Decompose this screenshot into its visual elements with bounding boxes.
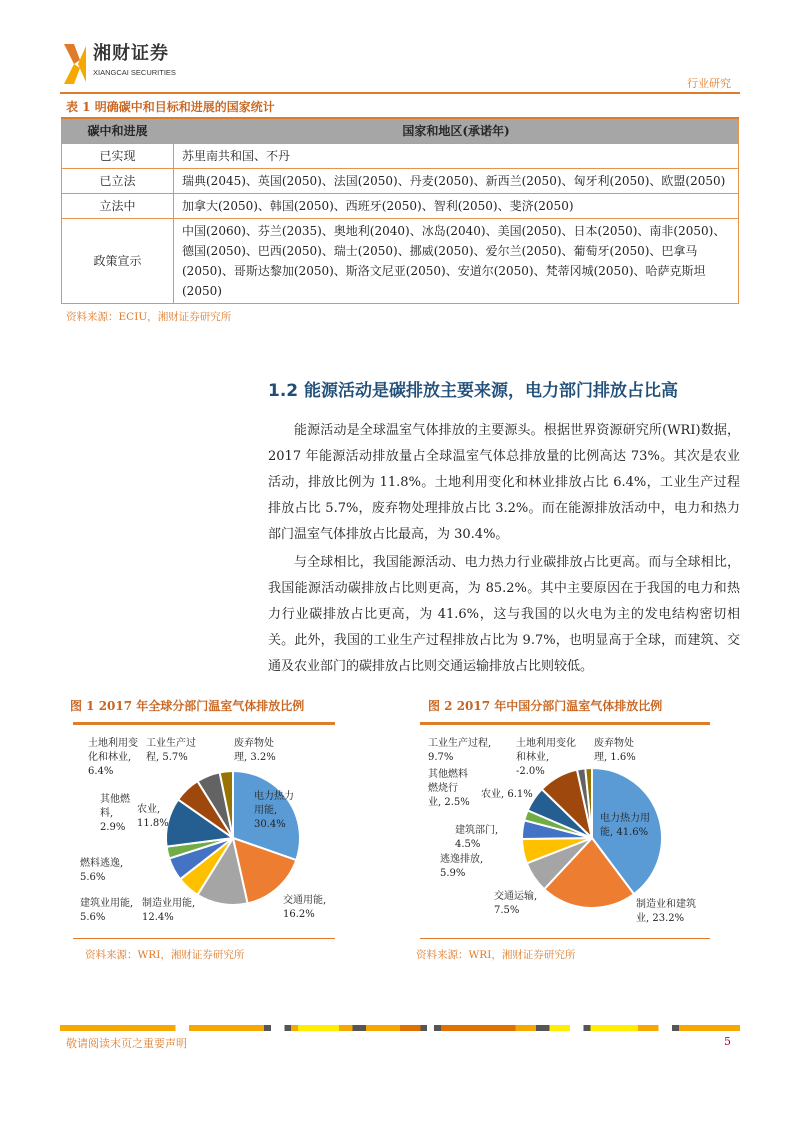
pie-label: 废弃物处理, 3.2%	[234, 738, 276, 763]
status-cell: 政策宣示	[62, 219, 174, 304]
countries-cell: 苏里南共和国、不丹	[174, 144, 739, 169]
report-category: 行业研究	[687, 77, 731, 90]
page-number: 5	[724, 1035, 731, 1048]
section-heading: 1.2 能源活动是碳排放主要来源，电力部门排放占比高	[268, 381, 679, 401]
status-cell: 已立法	[62, 169, 174, 194]
pie-label: 制造业和建筑业, 23.2%	[636, 899, 696, 924]
footer-disclaimer[interactable]: 敬请阅读末页之重要声明	[66, 1037, 187, 1050]
pie-label: 其他燃料燃烧行业, 2.5%	[428, 769, 470, 808]
column-header: 国家和地区(承诺年)	[174, 118, 739, 144]
paragraph: 与全球相比，我国能源活动、电力热力行业碳排放占比更高。而与全球相比，我国能源活动碳排放占比则更高，为 85.2%。其中主要原因在于我国的电力和热力行业碳排放占比更高，为 41.6%，这与我国的以火电为主的发电结构密切相关。此外，我国的工业生产过程排放占比为 9.7%，也明显高于全球，而建筑、交通及农业部门的碳排放占比则交通运输排放占比则较低。	[268, 555, 740, 674]
figure-1-source: 资料来源：WRI，湘财证券研究所	[85, 949, 245, 961]
pie-label: 土地利用变化和林业, -2.0%	[516, 738, 576, 777]
table-source: 资料来源：ECIU，湘财证券研究所	[66, 311, 232, 323]
countries-cell: 中国(2060)、芬兰(2035)、奥地利(2040)、冰岛(2040)、美国(2050)、日本(2050)、南非(2050)、德国(2050)、巴西(2050)、瑞士(2050)、挪威(2050)、爱尔兰(2050)、葡萄牙(2050)、巴拿马(2050)、哥斯达黎加(2050)、斯洛文尼亚(2050)、安道尔(2050)、梵蒂冈城(2050)、哈萨克斯坦(2050)	[174, 219, 739, 304]
figure-2-title: 图 2 2017 年中国分部门温室气体排放比例	[428, 699, 663, 713]
countries-cell: 加拿大(2050)、韩国(2050)、西班牙(2050)、智利(2050)、斐济(2050)	[174, 194, 739, 219]
footer-bar	[60, 1025, 740, 1031]
pie-label: 农业, 6.1%	[481, 789, 533, 800]
pie-label: 交通用能, 16.2%	[283, 895, 327, 920]
pie-label: 其他燃料, 2.9%	[100, 794, 130, 833]
pie-label: 土地利用变化和林业, 6.4%	[88, 738, 138, 777]
countries-cell: 瑞典(2045)、英国(2050)、法国(2050)、丹麦(2050)、新西兰(2050)、匈牙利(2050)、欧盟(2050)	[174, 169, 739, 194]
pie-label: 农业, 11.8%	[137, 804, 169, 829]
pie-label: 燃料逃逸, 5.6%	[80, 858, 124, 883]
pie-label: 废弃物处理, 1.6%	[594, 738, 636, 763]
pie-label: 建筑业用能, 5.6%	[80, 898, 134, 923]
pie-label: 工业生产过程, 5.7%	[146, 738, 196, 763]
figure-2-source: 资料来源：WRI，湘财证券研究所	[416, 949, 576, 961]
status-cell: 已实现	[62, 144, 174, 169]
table-caption: 表 1 明确碳中和目标和进展的国家统计	[66, 100, 275, 114]
paragraph: 能源活动是全球温室气体排放的主要源头。根据世界资源研究所(WRI)数据，2017 年能源活动排放量占全球温室气体总排放量的比例高达 73%。其次是农业活动，排放比例为 11.8%。土地利用变化和林业排放占比 6.4%，工业生产过程排放占比 5.7%，废弃物处理排放占比 3.2%。而在能源排放活动中，电力和热力部门温室气体排放占比最高，为 30.4%。	[268, 423, 740, 542]
pie-label: 电力热力用能, 30.4%	[254, 791, 294, 830]
pie-label: 交通运输, 7.5%	[494, 891, 538, 916]
pie-label: 工业生产过程, 9.7%	[428, 738, 492, 763]
pie-label: 电力热力用能, 41.6%	[600, 813, 650, 838]
pie-label: 逃逸排放, 5.9%	[440, 854, 484, 879]
logo-subtext: XIANGCAI SECURITIES	[93, 68, 176, 77]
column-header: 碳中和进展	[62, 118, 174, 144]
pie-label: 建筑部门, 4.5%	[455, 825, 499, 850]
pie-label: 制造业用能, 12.4%	[142, 898, 196, 923]
status-cell: 立法中	[62, 194, 174, 219]
logo-text: 湘财证券	[93, 43, 169, 64]
figure-1-title: 图 1 2017 年全球分部门温室气体排放比例	[70, 699, 305, 713]
